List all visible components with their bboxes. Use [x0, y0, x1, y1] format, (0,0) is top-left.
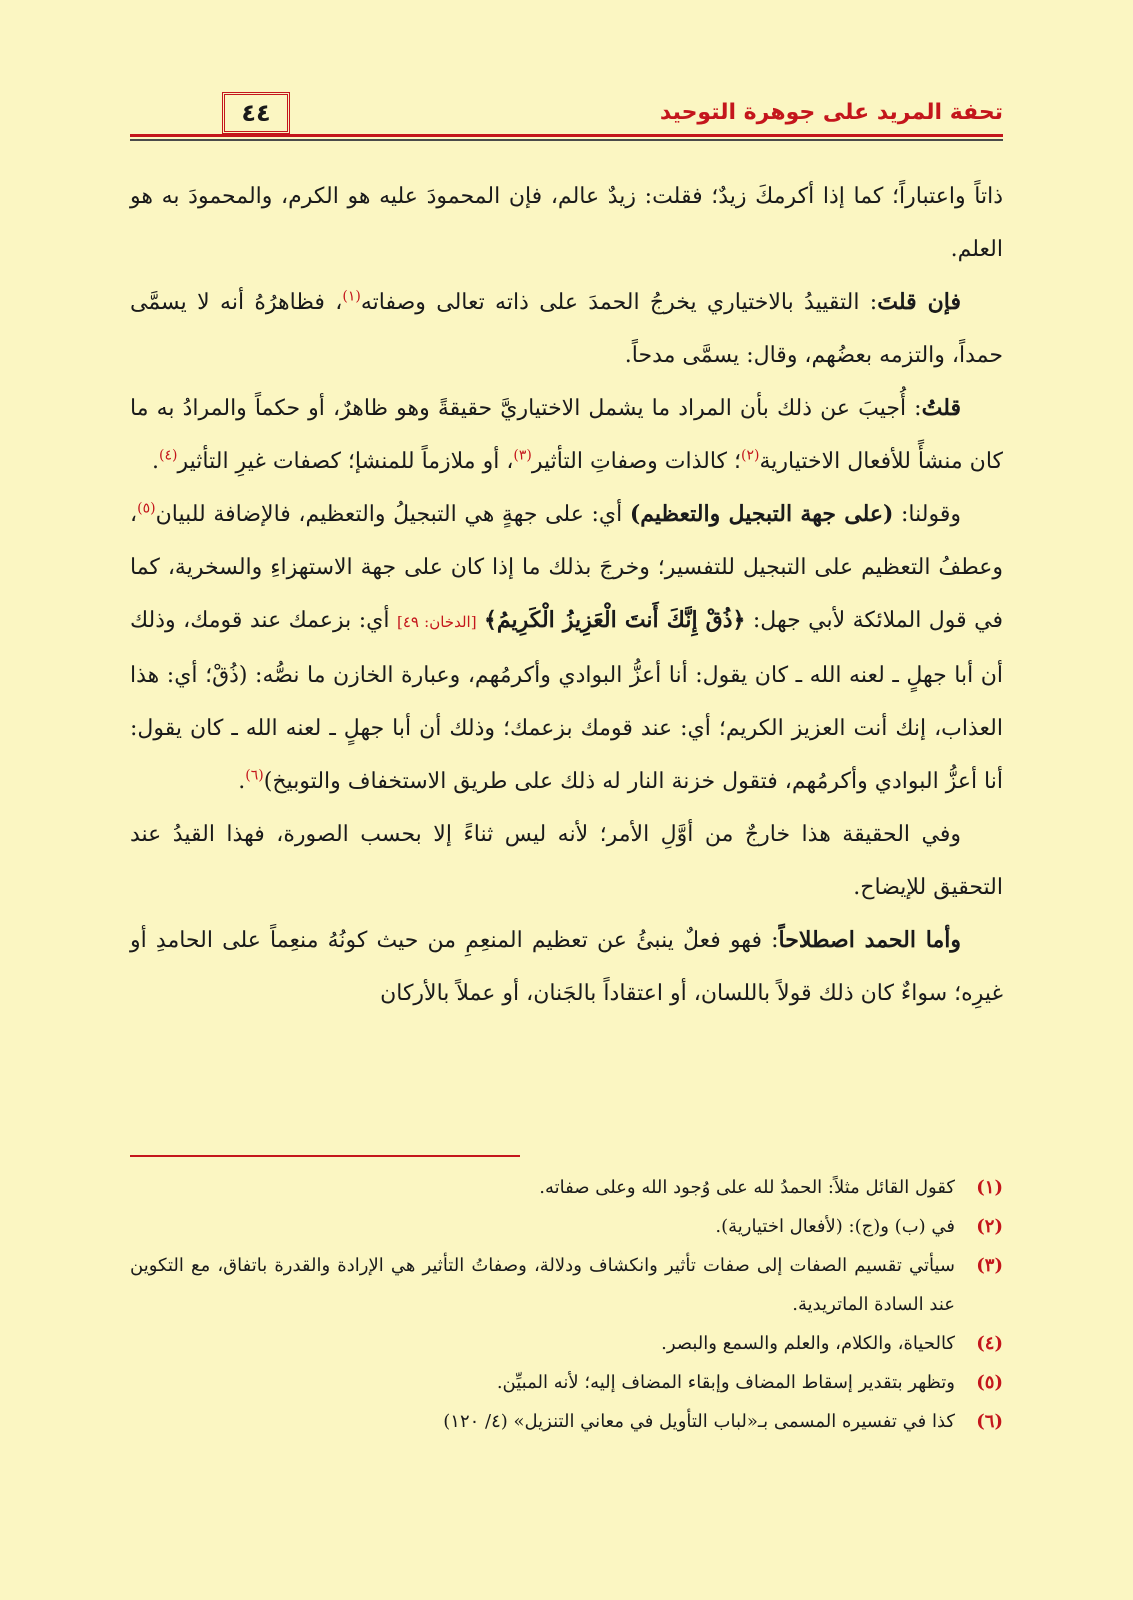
footnote-ref-1[interactable]: (١): [342, 288, 361, 305]
paragraph-3: [130, 382, 1003, 488]
paragraph-1-text: ذاتاً واعتباراً؛ كما إذا أكرمكَ زيدٌ؛ فقلت: زيدٌ عالم، فإن المحمودَ عليه هو الكرم، والمحمودَ به هو العلم.: [130, 184, 1003, 262]
quran-verse: ﴿ذُقْ إِنَّكَ أَنتَ الْعَزِيزُ الْكَرِيمُ﴾: [484, 607, 746, 633]
paragraph-3-text-c: ، أو ملازماً للمنشإ؛ كصفات غيرِ التأثير: [177, 449, 514, 474]
paragraph-1: [130, 170, 1003, 276]
paragraph-3-lead: قلتُ: [921, 395, 961, 421]
footnote-number: (٢): [976, 1216, 1003, 1237]
footnote-number: (٥): [976, 1372, 1003, 1393]
header-rule: [130, 134, 1003, 137]
book-title: تحفة المريد على جوهرة التوحيد: [659, 100, 1003, 125]
paragraph-4-text-c: ، وعطفُ التعظيم على التبجيل للتفسير؛ وخرجَ بذلك ما إذا كان على جهة الاستهزاءِ والسخرية، كما في قول الملائكة لأبي جهل:: [130, 502, 1003, 633]
footnote-6: [130, 1402, 1003, 1441]
main-text: [130, 170, 1003, 1020]
footnote-text: كالحياة، والكلام، والعلم والسمع والبصر.: [661, 1333, 955, 1354]
paragraph-4-text-a: وقولنا:: [893, 502, 961, 527]
footnote-1: [130, 1168, 1003, 1207]
footnote-number: (٦): [976, 1411, 1003, 1432]
footnote-number: (١): [976, 1177, 1003, 1198]
paragraph-6-lead: وأما الحمد اصطلاحاً: [778, 927, 961, 953]
page-header: [130, 90, 1003, 142]
footnote-number: (٣): [976, 1255, 1003, 1276]
paragraph-6: [130, 914, 1003, 1020]
footnote-ref-4[interactable]: (٤): [159, 447, 178, 464]
verse-source: [الدخان: ٤٩]: [396, 613, 477, 631]
footnote-5: [130, 1363, 1003, 1402]
paragraph-3-text-b: ؛ كالذات وصفاتِ التأثير: [531, 449, 742, 474]
paragraph-4-text-e: .: [238, 769, 246, 794]
footnote-3: [130, 1246, 1003, 1324]
footnote-4: [130, 1324, 1003, 1363]
footnote-text: وتظهر بتقدير إسقاط المضاف وإبقاء المضاف إليه؛ لأنه المبيِّن.: [496, 1372, 955, 1393]
footnote-ref-6[interactable]: (٦): [245, 767, 264, 784]
paragraph-3-text-a: : أُجيبَ عن ذلك بأن المراد ما يشمل الاختياريَّ حقيقةً وهو ظاهرٌ، أو حكماً والمرادُ به ما كان منشأً للأفعال الاختيارية: [130, 396, 1003, 474]
footnotes: [130, 1168, 1003, 1441]
paragraph-2: [130, 276, 1003, 382]
footnote-2: [130, 1207, 1003, 1246]
footnote-ref-2[interactable]: (٢): [741, 447, 760, 464]
footnote-number: (٤): [976, 1333, 1003, 1354]
footnote-text: في (ب) و(ج): (لأفعال اختيارية).: [715, 1216, 955, 1237]
footnote-ref-5[interactable]: (٥): [137, 500, 156, 517]
paragraph-2-text-b: ، فظاهرُهُ أنه لا يسمَّى حمداً، والتزمه بعضُهم، وقال: يسمَّى مدحاً.: [130, 290, 1003, 368]
paragraph-4-text-b: أي: على جهةٍ هي التبجيلُ والتعظيم، فالإضافة للبيان: [155, 502, 630, 527]
footnote-text: كذا في تفسيره المسمى بـ«لباب التأويل في معاني التنزيل» (٤/ ١٢٠): [443, 1411, 955, 1432]
footnote-ref-3[interactable]: (٣): [513, 447, 532, 464]
paragraph-4-text-d: أي: بزعمك عند قومك، وذلك أن أبا جهلٍ ـ لعنه الله ـ كان يقول: أنا أعزُّ البوادي وأكرمُهم، وعبارة الخازن ما نصُّه: (ذُقْ؛ أي: هذا العذاب، إنك أنت العزيز الكريم؛ أي: عند قومك بزعمك؛ وذلك أن أبا جهلٍ ـ لعنه الله ـ كان يقول: أنا أعزُّ البوادي وأكرمُهم، فتقول خزنة النار له ذلك على طريق الاستخفاف والتوبيخ): [130, 608, 1003, 794]
footnote-text: سيأتي تقسيم الصفات إلى صفات تأثير وانكشاف ودلالة، وصفاتُ التأثير هي الإرادة والقدرة باتفاق، مع التكوين عند السادة الماتريدية.: [130, 1255, 955, 1315]
paragraph-5-text: وفي الحقيقة هذا خارجٌ من أوَّلِ الأمر؛ لأنه ليس ثناءً إلا بحسب الصورة، فهذا القيدُ عند التحقيق للإيضاح.: [130, 822, 1003, 900]
page-number: ٤٤: [222, 92, 290, 134]
paragraph-3-text-d: .: [152, 449, 160, 474]
paragraph-2-text-a: : التقييدُ بالاختياري يخرجُ الحمدَ على ذاته تعالى وصفاته: [360, 290, 878, 315]
footnote-text: كقول القائل مثلاً: الحمدُ لله على وُجود الله وعلى صفاته.: [539, 1177, 955, 1198]
paragraph-6-text: : فهو فعلٌ ينبئُ عن تعظيم المنعِمِ من حيث كونُهُ منعِماً على الحامدِ أو غيرِه؛ سواءٌ كان ذلك قولاً باللسان، أو اعتقاداً بالجَنان، أو عملاً بالأركان: [130, 928, 1003, 1006]
paragraph-2-lead: فإن قلتَ: [877, 289, 961, 315]
header-rule-secondary: [130, 139, 1003, 141]
paragraph-4: [130, 488, 1003, 808]
paragraph-4-quoted-term: (على جهة التبجيل والتعظيم): [629, 501, 894, 527]
footnote-separator: [130, 1155, 520, 1157]
paragraph-5: [130, 808, 1003, 914]
